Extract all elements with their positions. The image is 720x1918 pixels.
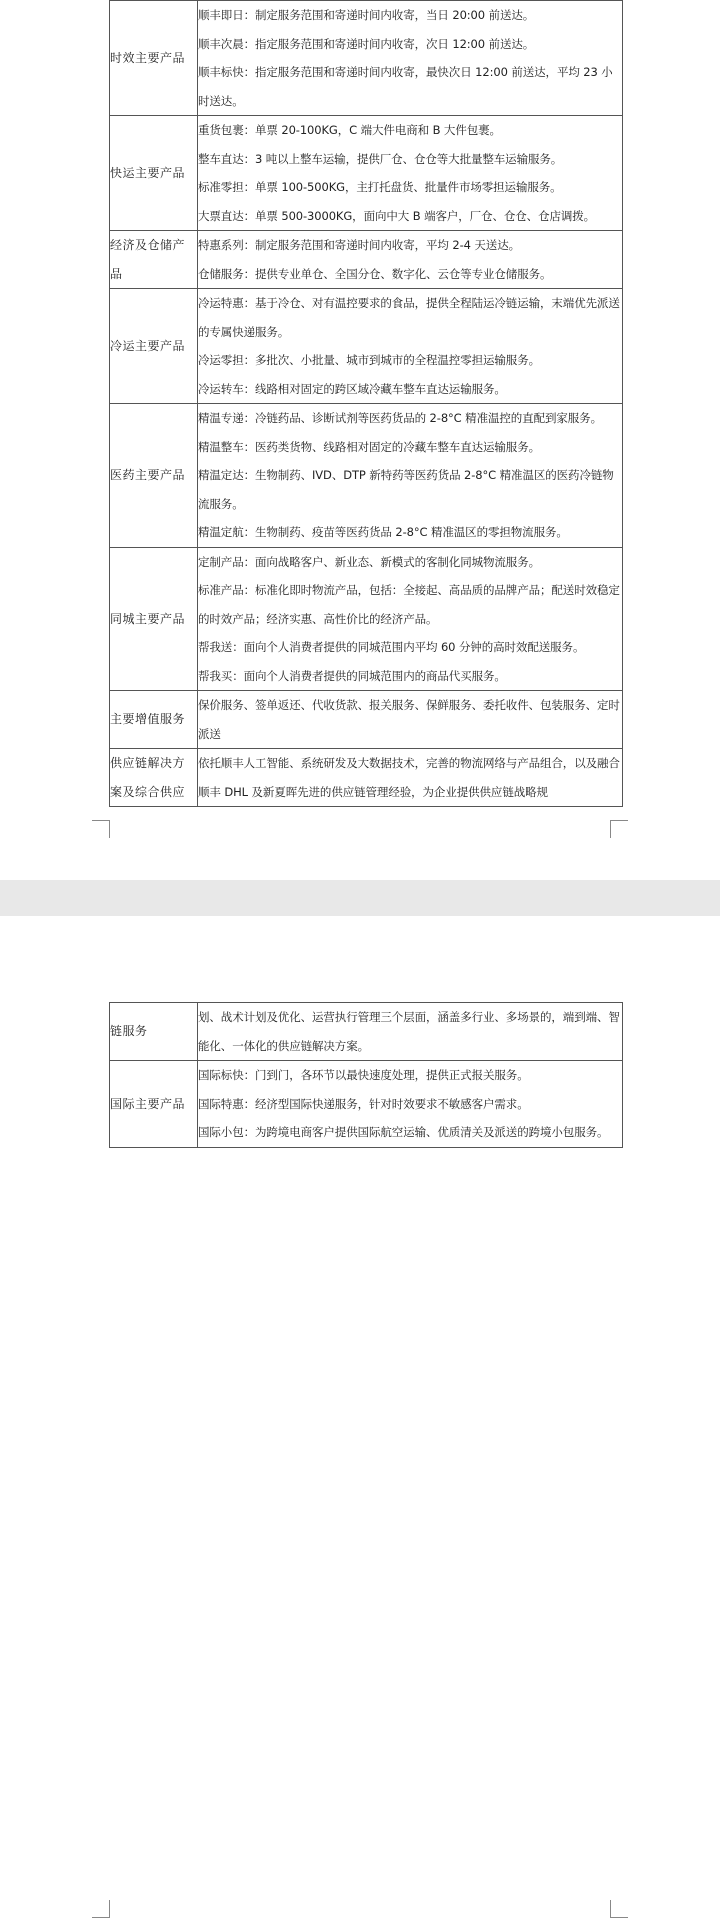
product-category-cell: 供应链解决方案及综合供应 bbox=[110, 749, 198, 807]
product-description-line: 冷运转车：线路相对固定的跨区域冷藏车整车直达运输服务。 bbox=[198, 381, 506, 396]
product-description-cell bbox=[198, 1, 623, 116]
product-description-line: 冷运零担：多批次、小批量、城市到城市的全程温控零担运输服务。 bbox=[198, 353, 540, 367]
product-category-cell: 主要增值服务 bbox=[110, 691, 198, 749]
table-row bbox=[110, 1, 623, 116]
product-description-line: 精温专递：冷链药品、诊断试剂等医药货品的 2-8°C 精准温控的直配到家服务。 bbox=[198, 411, 602, 425]
page-corner-mark-bottom-right bbox=[610, 820, 628, 838]
product-description-cell bbox=[198, 547, 623, 691]
product-description-line: 精温整车：医药类货物、线路相对固定的冷藏车整车直达运输服务。 bbox=[198, 439, 540, 454]
product-description-line: 帮我送：面向个人消费者提供的同城范围内平均 60 分钟的高时效配送服务。 bbox=[198, 640, 585, 654]
product-description-cell bbox=[198, 1061, 623, 1148]
document-page-2 bbox=[0, 916, 720, 1181]
product-description-line: 顺丰标快：指定服务范围和寄递时间内收寄，最快次日 12:00 前送达，平均 23 小时送达。 bbox=[198, 65, 613, 108]
table-row bbox=[110, 116, 623, 231]
product-description-line: 重货包裹：单票 20-100KG，C 端大件电商和 B 大件包裹。 bbox=[198, 123, 501, 137]
product-description-line: 标准产品：标准化即时物流产品，包括：全接起、高品质的品牌产品；配送时效稳定的时效产品；经济实惠、高性价比的经济产品。 bbox=[198, 583, 620, 626]
page-corner-mark-bottom-left bbox=[92, 820, 110, 838]
product-description-line: 划、战术计划及优化、运营执行管理三个层面，涵盖多行业、多场景的，端到端、智能化、一体化的供应链解决方案。 bbox=[198, 1010, 620, 1053]
product-category-cell: 时效主要产品 bbox=[110, 1, 198, 116]
product-description-cell bbox=[198, 289, 623, 404]
document-page-1 bbox=[0, 0, 720, 880]
product-description-line: 依托顺丰人工智能、系统研发及大数据技术，完善的物流网络与产品组合，以及融合顺丰 DHL 及新夏晖先进的供应链管理经验，为企业提供供应链战略规 bbox=[198, 756, 620, 799]
table-row bbox=[110, 749, 623, 807]
product-description-cell bbox=[198, 1003, 623, 1061]
product-description-line: 大票直达：单票 500-3000KG，面向中大 B 端客户，厂仓、仓仓、仓店调拨。 bbox=[198, 208, 596, 223]
page-separator bbox=[0, 880, 720, 916]
product-description-line: 标准零担：单票 100-500KG，主打托盘货、批量件市场零担运输服务。 bbox=[198, 180, 562, 194]
product-description-line: 精温定达：生物制药、IVD、DTP 新特药等医药货品 2-8°C 精准温区的医药冷链物流服务。 bbox=[198, 468, 614, 511]
product-description-line: 保价服务、签单返还、代收货款、报关服务、保鲜服务、委托收件、包装服务、定时派送 bbox=[198, 698, 620, 741]
product-description-cell bbox=[198, 116, 623, 231]
product-description-cell bbox=[198, 691, 623, 749]
product-description-cell bbox=[198, 404, 623, 548]
product-description-cell bbox=[198, 231, 623, 289]
product-description-line: 国际小包：为跨境电商客户提供国际航空运输、优质清关及派送的跨境小包服务。 bbox=[198, 1125, 609, 1139]
products-table-page-2 bbox=[109, 1002, 623, 1148]
table-row bbox=[110, 1061, 623, 1148]
product-category-cell: 冷运主要产品 bbox=[110, 289, 198, 404]
product-description-line: 国际特惠：经济型国际快递服务，针对时效要求不敏感客户需求。 bbox=[198, 1096, 529, 1111]
product-category-cell: 链服务 bbox=[110, 1003, 198, 1061]
page-corner-mark-top-left bbox=[92, 1900, 110, 1918]
table-row bbox=[110, 691, 623, 749]
product-category-cell: 同城主要产品 bbox=[110, 547, 198, 691]
product-description-line: 特惠系列：制定服务范围和寄递时间内收寄，平均 2-4 天送达。 bbox=[198, 238, 520, 252]
product-description-line: 冷运特惠：基于冷仓、对有温控要求的食品，提供全程陆运冷链运输，末端优先派送的专属快递服务。 bbox=[198, 296, 620, 339]
products-table-page-1 bbox=[109, 0, 623, 807]
product-category-cell: 快运主要产品 bbox=[110, 116, 198, 231]
product-description-line: 顺丰即日：制定服务范围和寄递时间内收寄，当日 20:00 前送达。 bbox=[198, 8, 535, 22]
product-description-line: 精温定航：生物制药、疫苗等医药货品 2-8°C 精准温区的零担物流服务。 bbox=[198, 525, 568, 539]
product-description-cell bbox=[198, 749, 623, 807]
product-description-line: 帮我买：面向个人消费者提供的同城范围内的商品代买服务。 bbox=[198, 668, 506, 683]
product-description-line: 顺丰次晨：指定服务范围和寄递时间内收寄，次日 12:00 前送达。 bbox=[198, 36, 535, 51]
product-category-cell: 医药主要产品 bbox=[110, 404, 198, 548]
product-description-line: 定制产品：面向战略客户、新业态、新模式的客制化同城物流服务。 bbox=[198, 554, 540, 569]
table-row bbox=[110, 231, 623, 289]
page-corner-mark-top-right bbox=[610, 1900, 628, 1918]
product-description-line: 仓储服务：提供专业单仓、全国分仓、数字化、云仓等专业仓储服务。 bbox=[198, 266, 552, 281]
table-row bbox=[110, 404, 623, 548]
product-description-line: 整车直达：3 吨以上整车运输，提供厂仓、仓仓等大批量整车运输服务。 bbox=[198, 151, 563, 166]
product-category-cell: 经济及仓储产品 bbox=[110, 231, 198, 289]
table-row bbox=[110, 1003, 623, 1061]
product-category-cell: 国际主要产品 bbox=[110, 1061, 198, 1148]
product-description-line: 国际标快：门到门，各环节以最快速度处理，提供正式报关服务。 bbox=[198, 1068, 529, 1082]
table-row bbox=[110, 547, 623, 691]
table-row bbox=[110, 289, 623, 404]
